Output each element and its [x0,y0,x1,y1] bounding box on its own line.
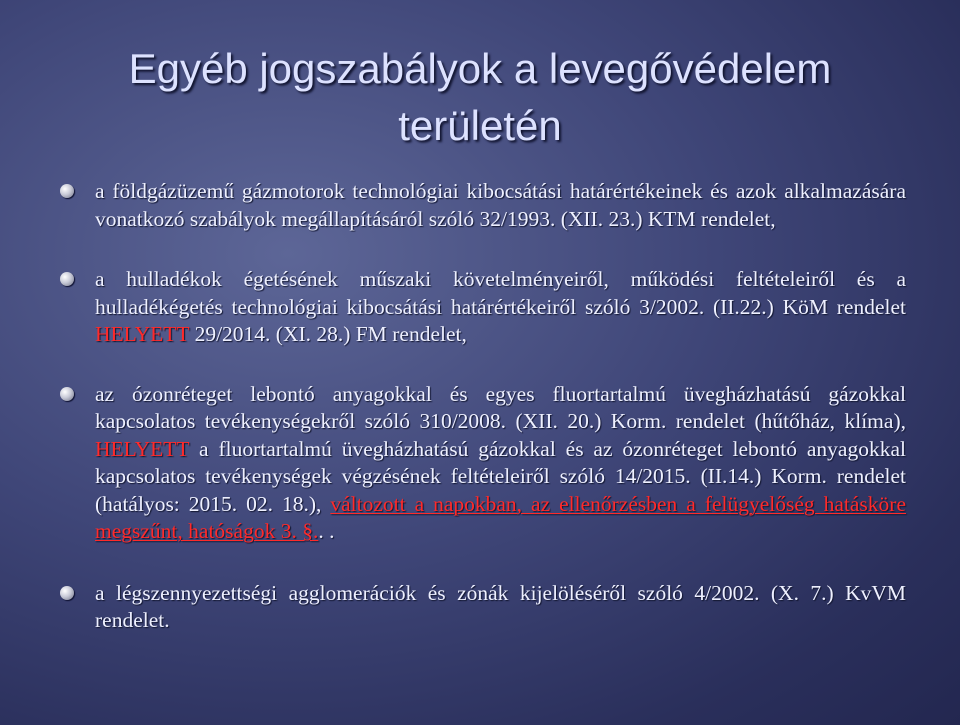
bullet-icon [60,387,74,401]
bullet-text: a földgázüzemű gázmotorok technológiai kibocsátási határértékeinek és azok alkalmazására vonatkozó szabályok megállapításáról szóló 32/1993. (XII. 23.) KTM rendelet, [95,179,906,231]
bullet-item-3 [60,381,906,546]
bullet-item-2 [60,266,906,349]
bullet-list [60,178,906,635]
slide-title-line-1: Egyéb jogszabályok a levegővédelem [128,45,832,92]
bullet-item-4 [60,580,906,635]
bullet-icon [60,586,74,600]
bullet-item-1 [60,178,906,233]
highlight-replacement: HELYETT [95,322,190,346]
bullet-text-trailing: . . [318,519,335,543]
bullet-icon [60,272,74,286]
bullet-text: az ózonréteget lebontó anyagokkal és egyes fluortartalmú üvegházhatású gázokkal kapcsolatos tevékenységekről szóló 310/2008. (XII. 20.) Korm. rendelet (hűtőház, klíma), [95,381,906,433]
highlight-note: változott a napokban, az ellenőrzésben a felügyelőség hatásköre megszűnt, hatóságok 3. §. [95,491,906,543]
bullet-text-continued: 29/2014. (XI. 28.) FM rendelet, [189,322,467,346]
slide-title-line-2: területén [398,102,562,149]
bullet-icon [60,184,74,198]
slide-title [0,40,960,154]
bullet-text: a légszennyezettségi agglomerációk és zónák kijelöléséről szóló 4/2002. (X. 7.) KvVM rendelet. [95,580,906,632]
highlight-replacement: HELYETT [95,436,190,461]
bullet-text-continued: a fluortartalmú üvegházhatású gázokkal és az ózonréteget lebontó anyagokkal kapcsolatos tevékenységek végzésének feltételeiről szóló 14/2015. (II.14.) Korm. rendelet (hatályos: 2015. 02. 18.), [95,436,906,516]
bullet-text: a hulladékok égetésének műszaki követelményeiről, működési feltételeiről és a hulladékégetés technológiai kibocsátási határértékeiről szóló 3/2002. (II.22.) KöM rendelet [95,267,906,319]
